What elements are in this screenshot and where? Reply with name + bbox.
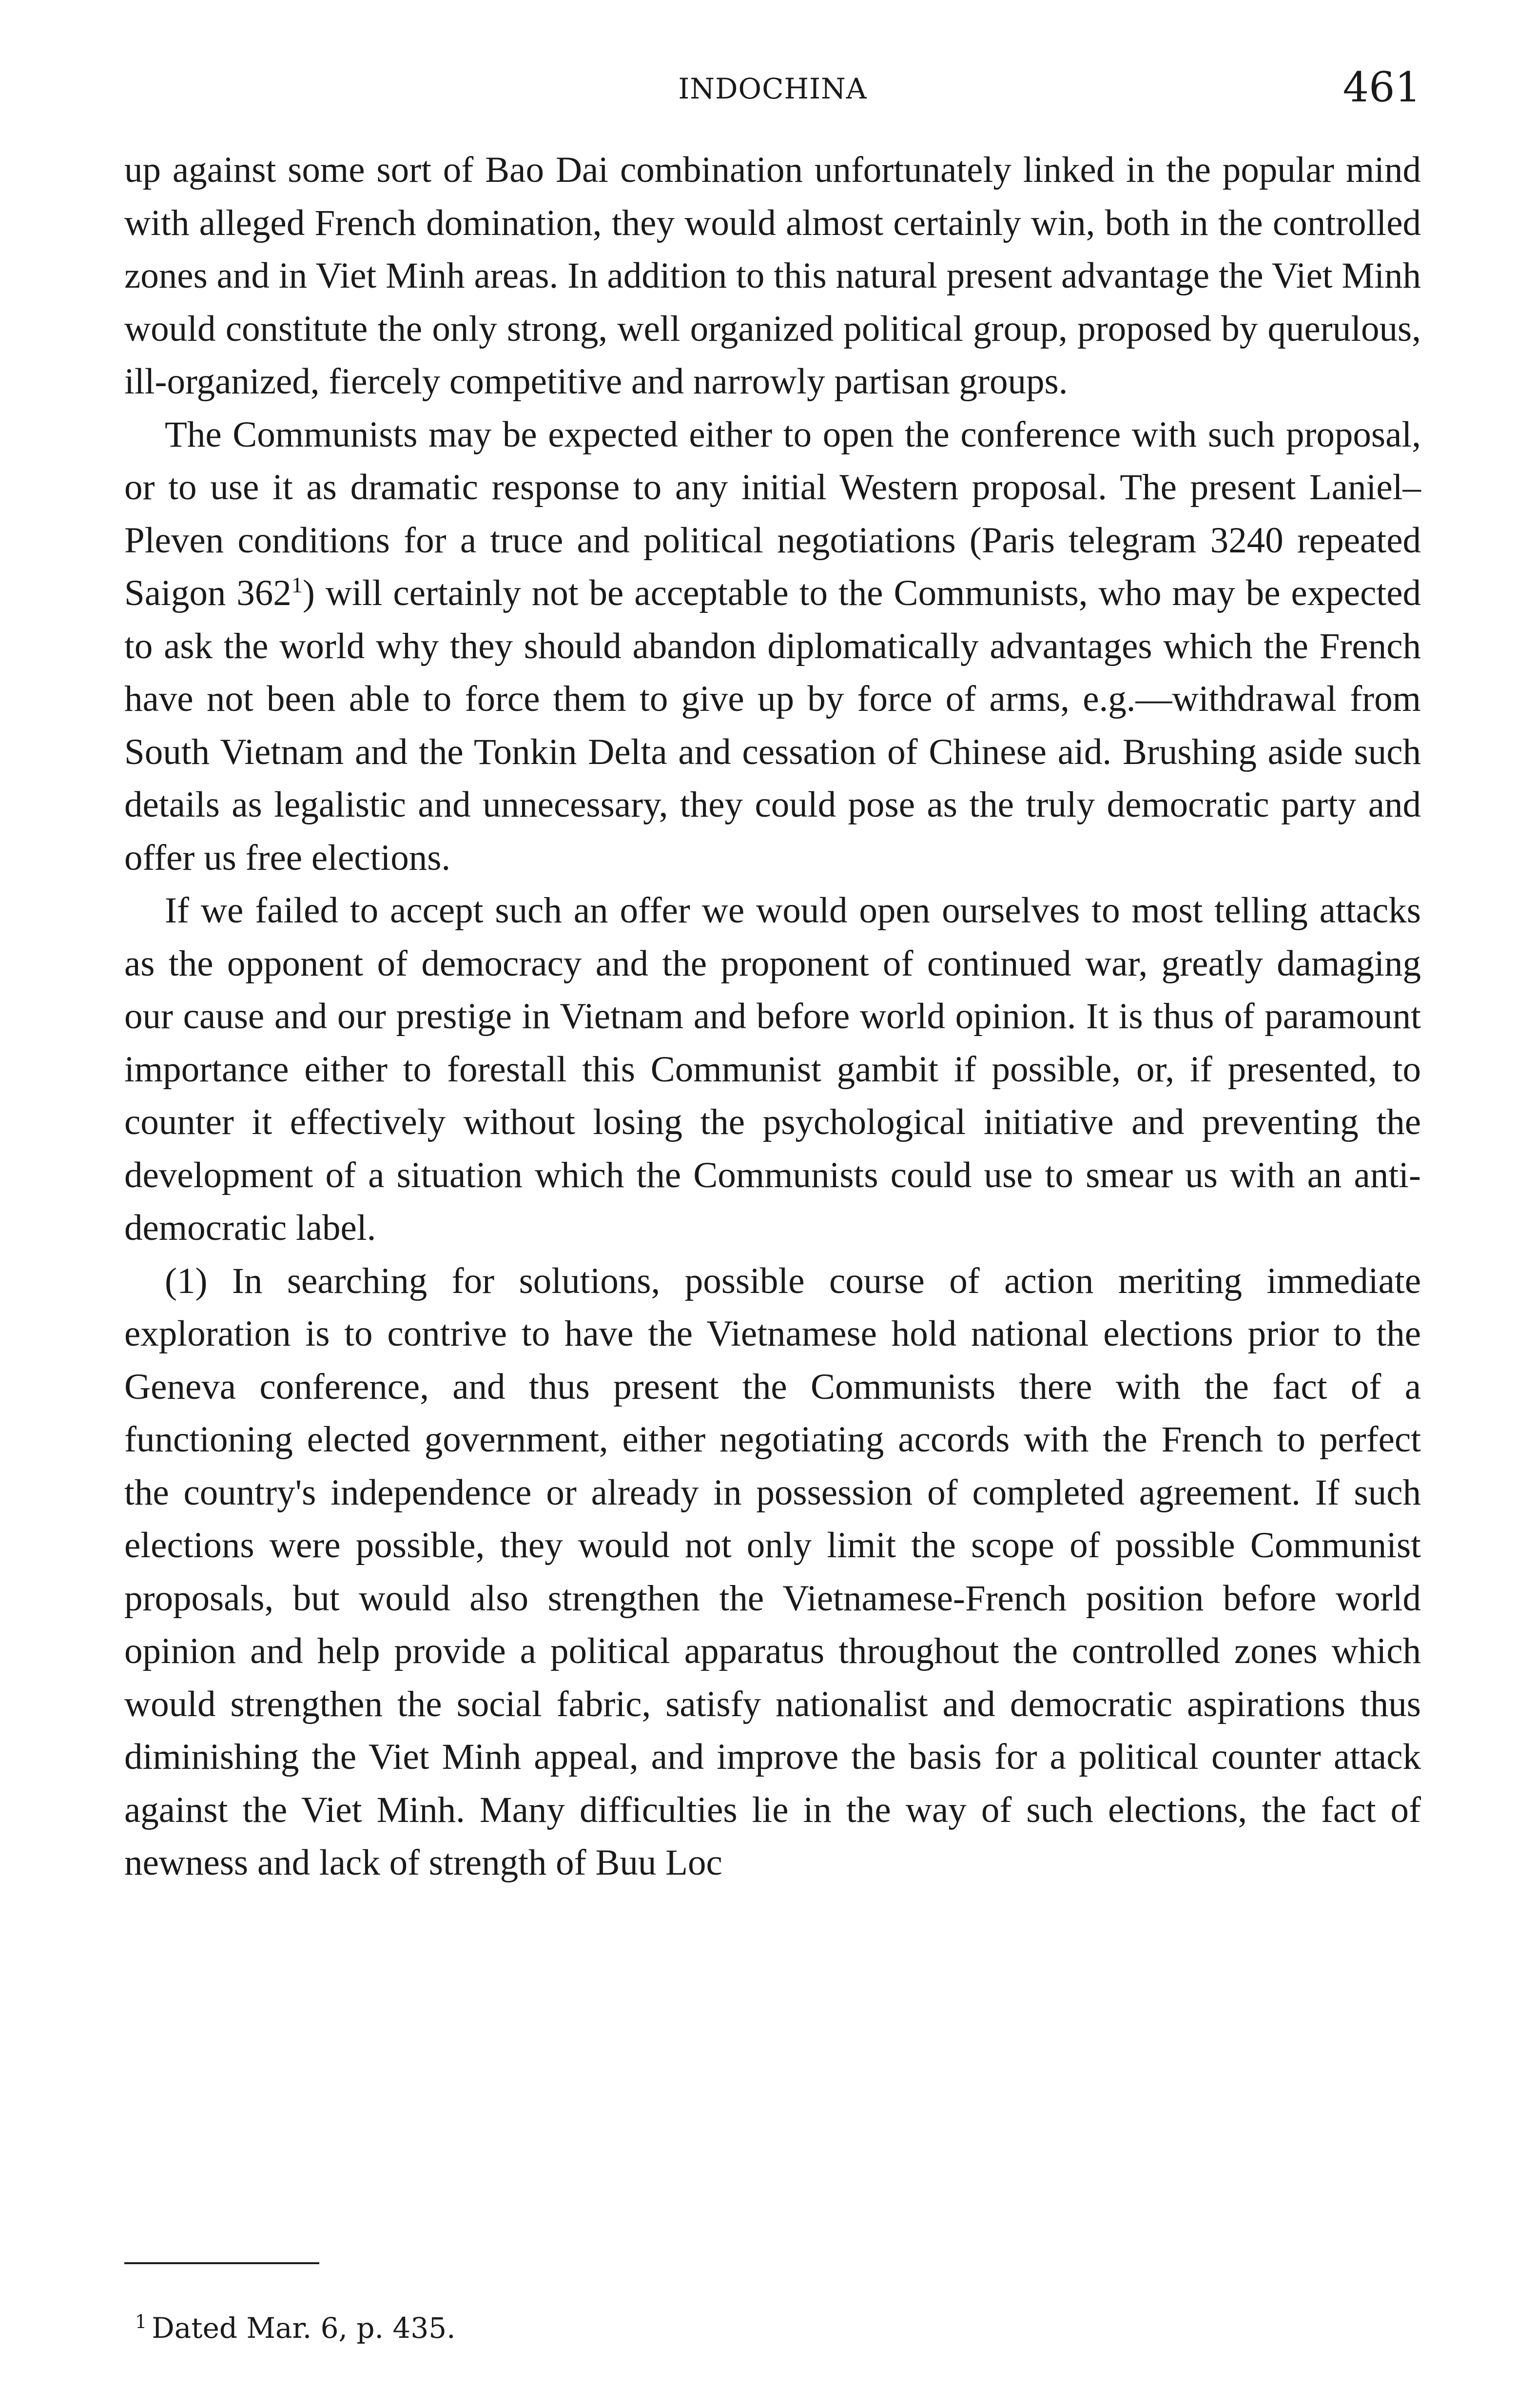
footnote-marker: 1: [135, 2310, 147, 2332]
body-text: [124, 144, 1421, 1890]
paragraph-3: If we failed to accept such an offer we would open ourselves to most telling attacks as the opponent of democracy and the proponent of continued war, greatly damaging our cause and our prestige in Vietnam and before world opinion. It is thus of paramount importance either to forestall this Communist gambit if possible, or, if presented, to counter it effectively without losing the psychological initiative and preventing the development of a situation which the Communists could use to smear us with an anti-democratic label.: [124, 890, 1421, 1248]
footnote-text: Dated Mar. 6, p. 435.: [152, 2311, 456, 2345]
footnote-rule: [124, 2262, 319, 2264]
page-number: 461: [1342, 63, 1421, 111]
paragraph-4: (1) In searching for solutions, possible course of action meriting immediate exploration is to contrive to have the Vietnamese hold national elections prior to the Geneva conference, and thus present the Communists there with the fact of a functioning elected government, either negotiating accords with the French to perfect the country's independence or already in possession of completed agreement. If such elections were possible, they would not only limit the scope of possible Communist proposals, but would also strengthen the Vietnamese-French position before world opinion and help provide a political apparatus throughout the controlled zones which would strengthen the social fabric, satisfy nationalist and democratic aspirations thus diminishing the Viet Minh appeal, and improve the basis for a political counter attack against the Viet Minh. Many difficulties lie in the way of such elections, the fact of newness and lack of strength of Buu Loc: [124, 1260, 1421, 1883]
paragraph-1: up against some sort of Bao Dai combination unfortunately linked in the popular mind with alleged French domination, they would almost certainly win, both in the controlled zones and in Viet Minh areas. In addition to this natural present advantage the Viet Minh would constitute the only strong, well organized political group, proposed by querulous, ill-organized, fiercely competitive and narrowly partisan groups.: [124, 150, 1421, 402]
running-head: [124, 63, 1421, 122]
footnote: [124, 2311, 456, 2345]
paragraph-2: [124, 409, 1421, 885]
running-title: INDOCHINA: [678, 72, 867, 105]
footnote-reference: 1: [291, 572, 303, 597]
paragraph-2-text-a: The Communists may be expected either to open the conference with such proposal, or to use it as dramatic response to any initial Western proposal. The present Laniel–Pleven conditions for a truce and political negotiations (Paris telegram 3240 repeated Saigon 362: [124, 414, 1421, 613]
paragraph-2-text-b: ) will certainly not be acceptable to the Communists, who may be expected to ask the world why they should abandon diplomatically advantages which the French have not been able to force them to give up by force of arms, e.g.—withdrawal from South Vietnam and the Tonkin Delta and cessation of Chinese aid. Brushing aside such details as legalistic and unnecessary, they could pose as the truly democratic party and offer us free elections.: [124, 573, 1421, 878]
